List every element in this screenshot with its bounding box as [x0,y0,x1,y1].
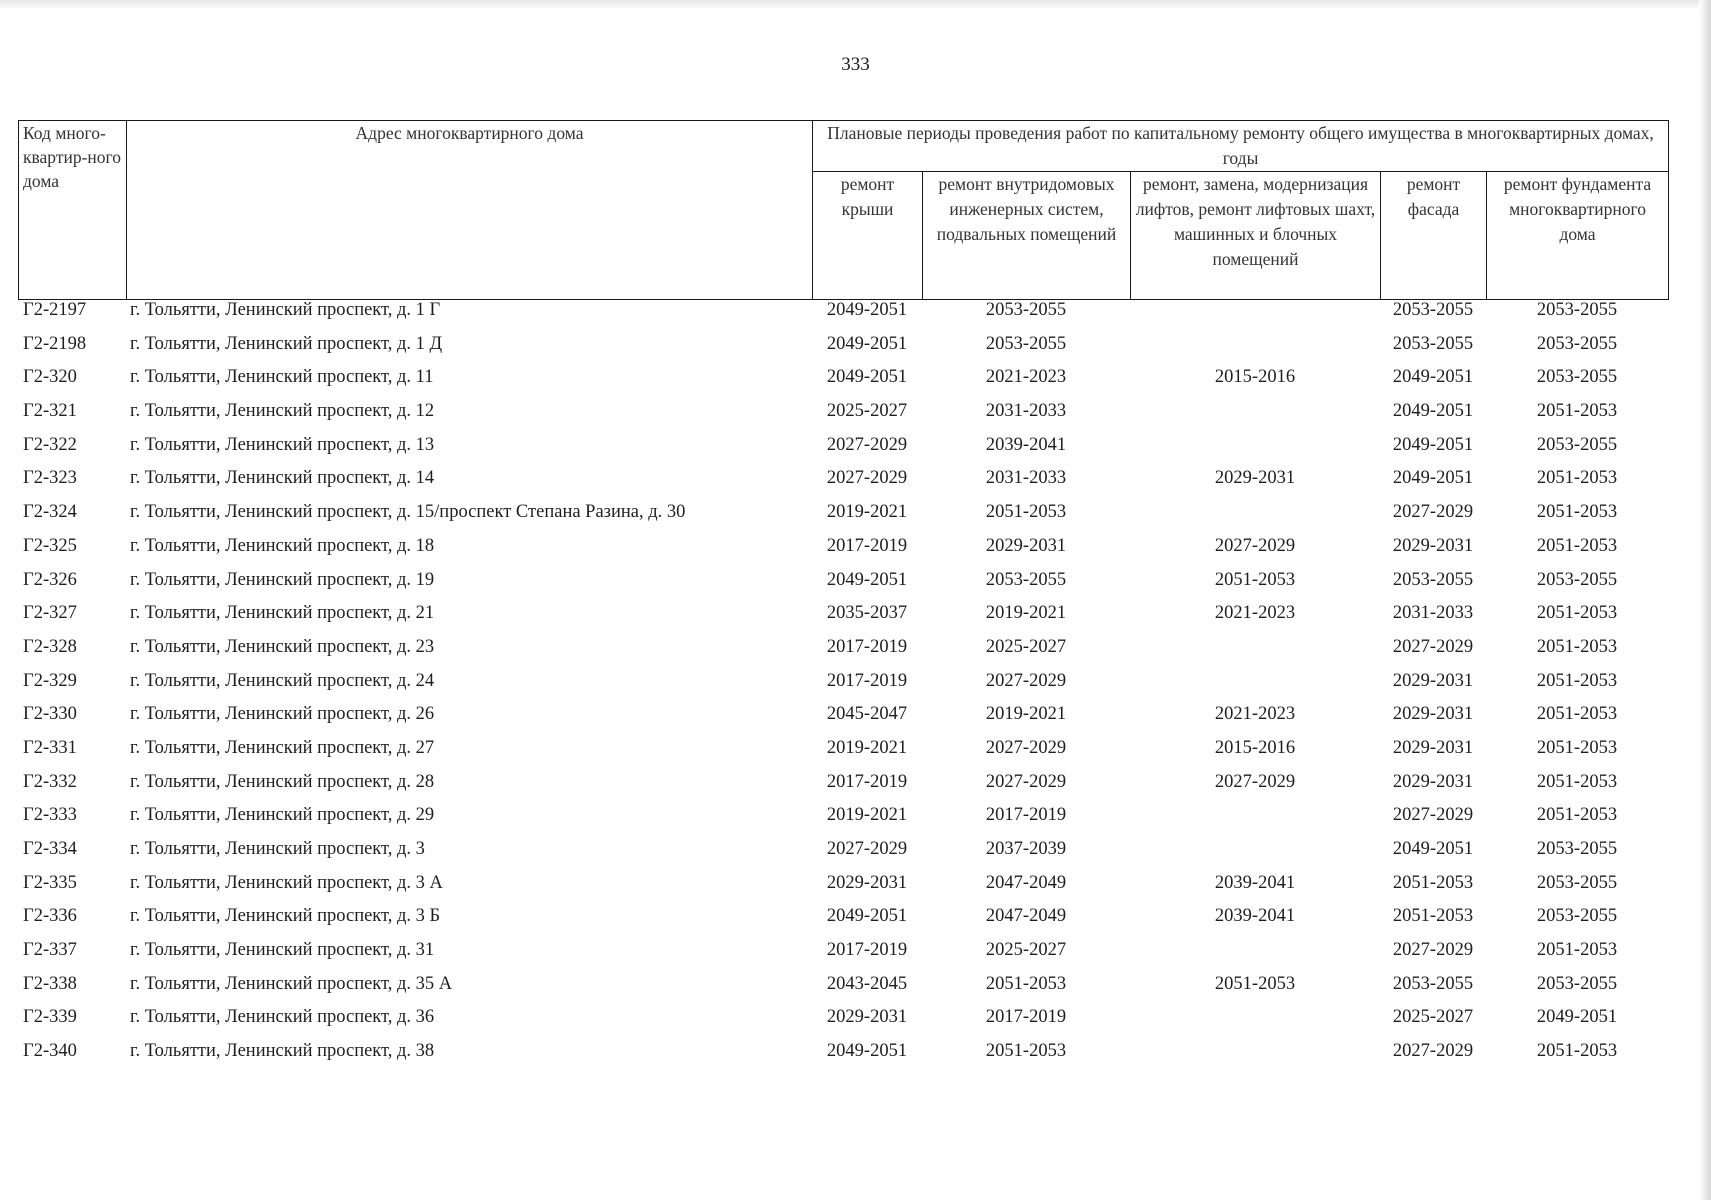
facade-period-cell: 2051-2053 [1392,872,1474,893]
facade-period-cell: 2029-2031 [1392,535,1474,556]
building-code-cell: Г2-326 [23,569,77,590]
engineering-period-cell: 2051-2053 [985,502,1067,523]
building-code-cell: Г2-321 [23,401,77,422]
roof-period-cell: 2019-2021 [826,737,908,758]
address-cell: г. Тольятти, Ленинский проспект, д. 36 [130,1007,435,1028]
elevators-period-cell [1130,637,1380,671]
engineering-period-cell: 2031-2033 [985,401,1067,422]
foundation-period-cell: 2053-2055 [1536,300,1618,320]
engineering-period-cell: 2047-2049 [985,906,1067,927]
facade-period-cell: 2049-2051 [1392,468,1474,489]
table-row [18,1007,1668,1041]
foundation-period-cell: 2051-2053 [1536,502,1618,523]
building-code-cell: Г2-2198 [23,333,87,354]
address-cell: г. Тольятти, Ленинский проспект, д. 12 [130,401,435,422]
roof-period-cell: 2017-2019 [826,940,908,961]
roof-period-cell: 2035-2037 [826,603,908,624]
page-number: 333 [841,54,870,75]
elevators-period-cell [1130,940,1380,974]
foundation-period-cell: 2053-2055 [1536,839,1618,859]
foundation-period-cell: 2053-2055 [1536,367,1618,388]
table-row [18,772,1668,806]
building-code-cell: Г2-334 [23,839,77,859]
elevators-period-cell [1130,805,1380,839]
elevators-period-cell [1130,839,1380,873]
facade-period-cell: 2027-2029 [1392,1041,1474,1062]
foundation-period-cell: 2051-2053 [1536,771,1618,792]
elevators-period-cell: 2039-2041 [1214,906,1296,927]
elevators-period-cell: 2021-2023 [1214,603,1296,624]
address-cell: г. Тольятти, Ленинский проспект, д. 18 [130,535,435,556]
engineering-period-cell: 2027-2029 [985,771,1067,792]
roof-period-cell: 2017-2019 [826,636,908,657]
engineering-period-cell: 2017-2019 [985,805,1067,826]
roof-period-cell: 2049-2051 [826,1041,908,1062]
elevators-period-cell: 2021-2023 [1214,704,1296,725]
building-code-cell: Г2-331 [23,737,77,758]
foundation-period-cell: 2051-2053 [1536,737,1618,758]
engineering-period-cell: 2047-2049 [985,872,1067,893]
address-cell: г. Тольятти, Ленинский проспект, д. 11 [130,367,434,388]
engineering-period-cell: 2029-2031 [985,535,1067,556]
facade-period-cell: 2049-2051 [1392,434,1474,455]
table-row [18,401,1668,435]
elevators-period-cell: 2051-2053 [1214,569,1296,590]
table-row [18,671,1668,705]
roof-period-cell: 2025-2027 [826,401,908,422]
address-cell: г. Тольятти, Ленинский проспект, д. 26 [130,704,435,725]
building-code-cell: Г2-330 [23,704,77,725]
table-row [18,300,1668,334]
engineering-period-cell: 2027-2029 [985,737,1067,758]
roof-period-cell: 2019-2021 [826,502,908,523]
table-row [18,536,1668,570]
building-code-cell: Г2-332 [23,771,77,792]
elevators-period-cell [1130,300,1380,334]
engineering-column-header: ремонт внутридомовых инженерных систем, подвальных помещений [923,172,1131,300]
table-row [18,738,1668,772]
elevators-period-cell [1130,435,1380,469]
table-header [18,120,1669,300]
engineering-period-cell: 2051-2053 [985,1041,1067,1062]
building-code-cell: Г2-340 [23,1041,77,1062]
foundation-period-cell: 2049-2051 [1536,1007,1618,1028]
building-code-cell: Г2-325 [23,535,77,556]
scan-edge-top [0,0,1711,10]
foundation-period-cell: 2051-2053 [1536,704,1618,725]
roof-period-cell: 2029-2031 [826,872,908,893]
periods-group-header: Плановые периоды проведения работ по капитальному ремонту общего имущества в многоквартирных домах, годы [813,121,1669,172]
foundation-column-header: ремонт фундамента многоквартирного дома [1487,172,1669,300]
building-code-cell: Г2-335 [23,872,77,893]
address-cell: г. Тольятти, Ленинский проспект, д. 24 [130,670,435,691]
engineering-period-cell: 2019-2021 [985,603,1067,624]
roof-period-cell: 2017-2019 [826,771,908,792]
building-code-cell: Г2-2197 [23,300,87,320]
facade-period-cell: 2053-2055 [1392,300,1474,320]
facade-period-cell: 2029-2031 [1392,670,1474,691]
roof-period-cell: 2019-2021 [826,805,908,826]
engineering-period-cell: 2019-2021 [985,704,1067,725]
table-row [18,570,1668,604]
elevators-period-cell [1130,502,1380,536]
address-cell: г. Тольятти, Ленинский проспект, д. 19 [130,569,435,590]
elevators-period-cell [1130,1041,1380,1075]
roof-period-cell: 2027-2029 [826,839,908,859]
address-cell: г. Тольятти, Ленинский проспект, д. 28 [130,771,435,792]
table-row [18,468,1668,502]
facade-column-header: ремонт фасада [1381,172,1487,300]
building-code-cell: Г2-327 [23,603,77,624]
foundation-period-cell: 2053-2055 [1536,333,1618,354]
facade-period-cell: 2029-2031 [1392,771,1474,792]
address-cell: г. Тольятти, Ленинский проспект, д. 35 А [130,973,453,994]
table-row [18,940,1668,974]
engineering-period-cell: 2039-2041 [985,434,1067,455]
elevators-period-cell [1130,401,1380,435]
roof-period-cell: 2027-2029 [826,468,908,489]
address-cell: г. Тольятти, Ленинский проспект, д. 38 [130,1041,435,1062]
scan-edge-right [1699,0,1711,1200]
table-row [18,435,1668,469]
engineering-period-cell: 2037-2039 [985,839,1067,859]
facade-period-cell: 2049-2051 [1392,401,1474,422]
engineering-period-cell: 2027-2029 [985,670,1067,691]
code-column-header: Код много-квартир-ного дома [19,121,127,300]
roof-period-cell: 2049-2051 [826,300,908,320]
engineering-period-cell: 2053-2055 [985,300,1067,320]
address-cell: г. Тольятти, Ленинский проспект, д. 13 [130,434,435,455]
foundation-period-cell: 2051-2053 [1536,805,1618,826]
table-row [18,637,1668,671]
foundation-period-cell: 2053-2055 [1536,434,1618,455]
address-cell: г. Тольятти, Ленинский проспект, д. 29 [130,805,435,826]
table-row [18,502,1668,536]
elevators-period-cell: 2015-2016 [1214,737,1296,758]
facade-period-cell: 2031-2033 [1392,603,1474,624]
facade-period-cell: 2029-2031 [1392,737,1474,758]
address-cell: г. Тольятти, Ленинский проспект, д. 23 [130,636,435,657]
building-code-cell: Г2-324 [23,502,77,523]
elevators-period-cell: 2051-2053 [1214,973,1296,994]
elevators-period-cell [1130,671,1380,705]
foundation-period-cell: 2051-2053 [1536,636,1618,657]
foundation-period-cell: 2053-2055 [1536,973,1618,994]
address-cell: г. Тольятти, Ленинский проспект, д. 15/проспект Степана Разина, д. 30 [130,502,686,523]
table-row [18,805,1668,839]
foundation-period-cell: 2053-2055 [1536,906,1618,927]
table-row [18,873,1668,907]
foundation-period-cell: 2051-2053 [1536,468,1618,489]
address-cell: г. Тольятти, Ленинский проспект, д. 3 А [130,872,443,893]
foundation-period-cell: 2053-2055 [1536,872,1618,893]
foundation-period-cell: 2053-2055 [1536,569,1618,590]
elevators-period-cell: 2039-2041 [1214,872,1296,893]
building-code-cell: Г2-333 [23,805,77,826]
engineering-period-cell: 2017-2019 [985,1007,1067,1028]
table-row [18,906,1668,940]
elevators-period-cell [1130,334,1380,368]
table-row [18,1041,1668,1075]
building-code-cell: Г2-322 [23,434,77,455]
elevators-period-cell [1130,1007,1380,1041]
roof-period-cell: 2049-2051 [826,569,908,590]
building-code-cell: Г2-323 [23,468,77,489]
facade-period-cell: 2025-2027 [1392,1007,1474,1028]
engineering-period-cell: 2021-2023 [985,367,1067,388]
engineering-period-cell: 2051-2053 [985,973,1067,994]
address-cell: г. Тольятти, Ленинский проспект, д. 1 Г [130,300,441,320]
address-cell: г. Тольятти, Ленинский проспект, д. 21 [130,603,435,624]
address-cell: г. Тольятти, Ленинский проспект, д. 31 [130,940,435,961]
address-cell: г. Тольятти, Ленинский проспект, д. 1 Д [130,333,443,354]
foundation-period-cell: 2051-2053 [1536,940,1618,961]
address-cell: г. Тольятти, Ленинский проспект, д. 3 [130,839,425,859]
address-cell: г. Тольятти, Ленинский проспект, д. 3 Б [130,906,441,927]
facade-period-cell: 2053-2055 [1392,333,1474,354]
elevators-period-cell: 2027-2029 [1214,535,1296,556]
address-cell: г. Тольятти, Ленинский проспект, д. 14 [130,468,435,489]
facade-period-cell: 2053-2055 [1392,569,1474,590]
roof-column-header: ремонт крыши [813,172,923,300]
foundation-period-cell: 2051-2053 [1536,535,1618,556]
roof-period-cell: 2027-2029 [826,434,908,455]
table-row [18,704,1668,738]
elevators-period-cell: 2015-2016 [1214,367,1296,388]
engineering-period-cell: 2053-2055 [985,333,1067,354]
elevators-column-header: ремонт, замена, модернизация лифтов, ремонт лифтовых шахт, машинных и блочных помещений [1131,172,1381,300]
building-code-cell: Г2-336 [23,906,77,927]
building-code-cell: Г2-328 [23,636,77,657]
foundation-period-cell: 2051-2053 [1536,670,1618,691]
engineering-period-cell: 2025-2027 [985,940,1067,961]
building-code-cell: Г2-337 [23,940,77,961]
facade-period-cell: 2049-2051 [1392,367,1474,388]
table-row [18,334,1668,368]
facade-period-cell: 2027-2029 [1392,502,1474,523]
engineering-period-cell: 2031-2033 [985,468,1067,489]
building-code-cell: Г2-339 [23,1007,77,1028]
facade-period-cell: 2027-2029 [1392,940,1474,961]
roof-period-cell: 2045-2047 [826,704,908,725]
facade-period-cell: 2053-2055 [1392,973,1474,994]
engineering-period-cell: 2025-2027 [985,636,1067,657]
roof-period-cell: 2043-2045 [826,973,908,994]
engineering-period-cell: 2053-2055 [985,569,1067,590]
roof-period-cell: 2049-2051 [826,906,908,927]
roof-period-cell: 2049-2051 [826,333,908,354]
building-code-cell: Г2-320 [23,367,77,388]
table-body [18,300,1668,1075]
table-row [18,839,1668,873]
foundation-period-cell: 2051-2053 [1536,401,1618,422]
elevators-period-cell: 2029-2031 [1214,468,1296,489]
address-cell: г. Тольятти, Ленинский проспект, д. 27 [130,737,435,758]
roof-period-cell: 2017-2019 [826,535,908,556]
elevators-period-cell: 2027-2029 [1214,771,1296,792]
facade-period-cell: 2049-2051 [1392,839,1474,859]
foundation-period-cell: 2051-2053 [1536,603,1618,624]
roof-period-cell: 2017-2019 [826,670,908,691]
table-row [18,974,1668,1008]
facade-period-cell: 2051-2053 [1392,906,1474,927]
table-row [18,367,1668,401]
facade-period-cell: 2027-2029 [1392,805,1474,826]
facade-period-cell: 2029-2031 [1392,704,1474,725]
facade-period-cell: 2027-2029 [1392,636,1474,657]
data-table [18,300,1668,1075]
roof-period-cell: 2029-2031 [826,1007,908,1028]
roof-period-cell: 2049-2051 [826,367,908,388]
building-code-cell: Г2-338 [23,973,77,994]
foundation-period-cell: 2051-2053 [1536,1041,1618,1062]
building-code-cell: Г2-329 [23,670,77,691]
table-row [18,603,1668,637]
address-column-header: Адрес многоквартирного дома [127,121,813,300]
